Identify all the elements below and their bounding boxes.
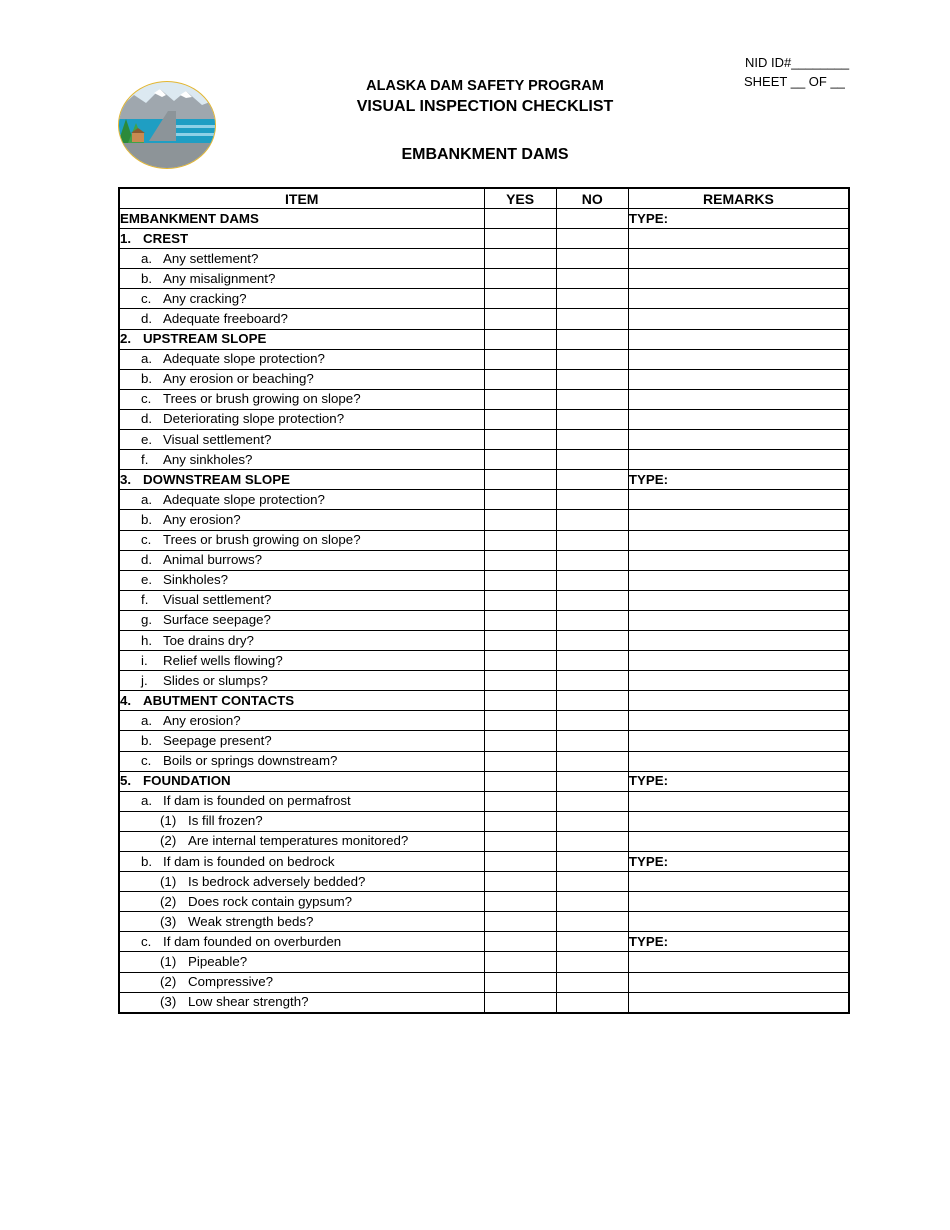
no-checkbox-cell[interactable] bbox=[556, 349, 628, 369]
table-row bbox=[119, 289, 849, 309]
item-question: Compressive? bbox=[188, 974, 273, 990]
item-cell bbox=[119, 309, 484, 329]
table-row bbox=[119, 751, 849, 771]
item-cell bbox=[119, 329, 484, 349]
item-cell bbox=[119, 872, 484, 892]
item-question: Is bedrock adversely bedded? bbox=[188, 873, 366, 889]
remarks-cell[interactable] bbox=[628, 490, 849, 510]
remarks-cell[interactable] bbox=[628, 430, 849, 450]
yes-checkbox-cell[interactable] bbox=[484, 932, 556, 952]
section-title: ABUTMENT CONTACTS bbox=[143, 692, 295, 708]
item-cell bbox=[119, 932, 484, 952]
remarks-cell[interactable] bbox=[628, 369, 849, 389]
item-question: Slides or slumps? bbox=[163, 672, 268, 688]
item-number: a. bbox=[141, 712, 153, 728]
no-checkbox-cell[interactable] bbox=[556, 209, 628, 229]
item-cell bbox=[119, 952, 484, 972]
item-number: (3) bbox=[160, 994, 177, 1010]
sheet-number-field: SHEET __ OF __ bbox=[744, 74, 845, 89]
item-question: Any cracking? bbox=[163, 290, 247, 306]
item-cell bbox=[119, 430, 484, 450]
item-question: Visual settlement? bbox=[163, 431, 272, 447]
no-checkbox-cell[interactable] bbox=[556, 651, 628, 671]
item-number: a. bbox=[141, 793, 153, 809]
section-title: UPSTREAM SLOPE bbox=[143, 331, 267, 347]
yes-checkbox-cell[interactable] bbox=[484, 811, 556, 831]
remarks-cell[interactable] bbox=[628, 610, 849, 630]
nid-id-field: NID ID#________ bbox=[745, 55, 850, 70]
item-number: b. bbox=[141, 732, 153, 748]
table-row bbox=[119, 430, 849, 450]
no-checkbox-cell[interactable] bbox=[556, 912, 628, 932]
item-cell bbox=[119, 731, 484, 751]
remarks-cell[interactable] bbox=[628, 912, 849, 932]
item-number: b. bbox=[141, 371, 153, 387]
remarks-cell[interactable] bbox=[628, 510, 849, 530]
remarks-cell[interactable] bbox=[628, 952, 849, 972]
table-row bbox=[119, 369, 849, 389]
no-checkbox-cell[interactable] bbox=[556, 751, 628, 771]
item-number: (1) bbox=[160, 813, 177, 829]
table-row bbox=[119, 329, 849, 349]
item-number: f. bbox=[141, 592, 149, 608]
item-question: If dam is founded on bedrock bbox=[163, 853, 335, 869]
item-number: d. bbox=[141, 411, 153, 427]
no-checkbox-cell[interactable] bbox=[556, 450, 628, 470]
item-cell bbox=[119, 450, 484, 470]
item-question: Animal burrows? bbox=[163, 552, 263, 568]
table-header-row bbox=[119, 188, 849, 209]
remarks-cell[interactable] bbox=[628, 811, 849, 831]
item-question: Any settlement? bbox=[163, 250, 259, 266]
item-cell bbox=[119, 791, 484, 811]
table-row bbox=[119, 209, 849, 229]
yes-checkbox-cell[interactable] bbox=[484, 490, 556, 510]
yes-checkbox-cell[interactable] bbox=[484, 369, 556, 389]
table-row bbox=[119, 490, 849, 510]
item-number: f. bbox=[141, 451, 149, 467]
item-number: e. bbox=[141, 572, 153, 588]
yes-checkbox-cell[interactable] bbox=[484, 952, 556, 972]
table-row bbox=[119, 590, 849, 610]
item-question: Any erosion? bbox=[163, 511, 241, 527]
table-row bbox=[119, 932, 849, 952]
yes-checkbox-cell[interactable] bbox=[484, 309, 556, 329]
yes-checkbox-cell[interactable] bbox=[484, 852, 556, 872]
no-checkbox-cell[interactable] bbox=[556, 892, 628, 912]
yes-checkbox-cell[interactable] bbox=[484, 209, 556, 229]
item-question: Surface seepage? bbox=[163, 612, 271, 628]
yes-checkbox-cell[interactable] bbox=[484, 550, 556, 570]
no-checkbox-cell[interactable] bbox=[556, 470, 628, 490]
item-cell bbox=[119, 711, 484, 731]
item-number: a. bbox=[141, 250, 153, 266]
item-cell bbox=[119, 651, 484, 671]
table-row bbox=[119, 671, 849, 691]
item-number: e. bbox=[141, 431, 153, 447]
no-checkbox-cell[interactable] bbox=[556, 490, 628, 510]
item-number: (1) bbox=[160, 954, 177, 970]
no-checkbox-cell[interactable] bbox=[556, 952, 628, 972]
remarks-cell[interactable] bbox=[628, 751, 849, 771]
section-title: CREST bbox=[143, 230, 189, 246]
no-checkbox-cell[interactable] bbox=[556, 329, 628, 349]
item-question: Relief wells flowing? bbox=[163, 652, 283, 668]
item-cell bbox=[119, 892, 484, 912]
remarks-cell[interactable] bbox=[628, 329, 849, 349]
no-checkbox-cell[interactable] bbox=[556, 691, 628, 711]
table-row bbox=[119, 952, 849, 972]
remarks-cell[interactable] bbox=[628, 409, 849, 429]
no-checkbox-cell[interactable] bbox=[556, 590, 628, 610]
inspection-table bbox=[118, 187, 850, 1014]
table-row bbox=[119, 570, 849, 590]
item-number: (2) bbox=[160, 893, 177, 909]
table-row bbox=[119, 791, 849, 811]
item-number: (2) bbox=[160, 833, 177, 849]
yes-checkbox-cell[interactable] bbox=[484, 912, 556, 932]
item-cell bbox=[119, 409, 484, 429]
yes-checkbox-cell[interactable] bbox=[484, 671, 556, 691]
column-header-no: NO bbox=[556, 188, 628, 209]
table-row bbox=[119, 229, 849, 249]
table-row bbox=[119, 470, 849, 490]
remarks-cell[interactable] bbox=[628, 731, 849, 751]
item-question: Adequate slope protection? bbox=[163, 491, 325, 507]
yes-checkbox-cell[interactable] bbox=[484, 711, 556, 731]
remarks-cell[interactable] bbox=[628, 892, 849, 912]
remarks-cell[interactable] bbox=[628, 972, 849, 992]
item-number: 4. bbox=[120, 692, 132, 708]
remarks-cell[interactable] bbox=[628, 289, 849, 309]
no-checkbox-cell[interactable] bbox=[556, 510, 628, 530]
item-number: j. bbox=[141, 672, 148, 688]
table-row bbox=[119, 389, 849, 409]
item-cell bbox=[119, 550, 484, 570]
checklist-title: VISUAL INSPECTION CHECKLIST bbox=[356, 98, 614, 115]
remarks-cell[interactable] bbox=[628, 450, 849, 470]
remarks-cell[interactable] bbox=[628, 269, 849, 289]
item-question: Are internal temperatures monitored? bbox=[188, 833, 409, 849]
yes-checkbox-cell[interactable] bbox=[484, 610, 556, 630]
no-checkbox-cell[interactable] bbox=[556, 852, 628, 872]
item-number: c. bbox=[141, 391, 152, 407]
remarks-cell[interactable] bbox=[628, 691, 849, 711]
table-row bbox=[119, 550, 849, 570]
item-question: Low shear strength? bbox=[188, 994, 309, 1010]
yes-checkbox-cell[interactable] bbox=[484, 389, 556, 409]
item-cell bbox=[119, 510, 484, 530]
no-checkbox-cell[interactable] bbox=[556, 671, 628, 691]
no-checkbox-cell[interactable] bbox=[556, 711, 628, 731]
item-number: b. bbox=[141, 853, 153, 869]
item-cell bbox=[119, 972, 484, 992]
no-checkbox-cell[interactable] bbox=[556, 570, 628, 590]
item-question: If dam is founded on permafrost bbox=[163, 793, 351, 809]
no-checkbox-cell[interactable] bbox=[556, 932, 628, 952]
no-checkbox-cell[interactable] bbox=[556, 229, 628, 249]
no-checkbox-cell[interactable] bbox=[556, 992, 628, 1013]
table-row bbox=[119, 630, 849, 650]
no-checkbox-cell[interactable] bbox=[556, 269, 628, 289]
item-cell bbox=[119, 229, 484, 249]
yes-checkbox-cell[interactable] bbox=[484, 450, 556, 470]
table-row bbox=[119, 992, 849, 1013]
remarks-cell[interactable] bbox=[628, 671, 849, 691]
item-question: Any misalignment? bbox=[163, 270, 276, 286]
item-question: Toe drains dry? bbox=[163, 632, 254, 648]
no-checkbox-cell[interactable] bbox=[556, 530, 628, 550]
item-number: a. bbox=[141, 491, 153, 507]
remarks-cell[interactable] bbox=[628, 992, 849, 1013]
table-row bbox=[119, 771, 849, 791]
item-question: Seepage present? bbox=[163, 732, 272, 748]
item-cell bbox=[119, 630, 484, 650]
no-checkbox-cell[interactable] bbox=[556, 409, 628, 429]
program-title: ALASKA DAM SAFETY PROGRAM bbox=[366, 78, 604, 94]
item-number: c. bbox=[141, 290, 152, 306]
yes-checkbox-cell[interactable] bbox=[484, 530, 556, 550]
remarks-cell[interactable]: TYPE: bbox=[628, 209, 849, 229]
remarks-cell[interactable] bbox=[628, 791, 849, 811]
table-row bbox=[119, 912, 849, 932]
item-question: Deteriorating slope protection? bbox=[163, 411, 345, 427]
table-row bbox=[119, 610, 849, 630]
item-question: Does rock contain gypsum? bbox=[188, 893, 353, 909]
column-header-remarks: REMARKS bbox=[628, 188, 849, 209]
remarks-cell[interactable] bbox=[628, 590, 849, 610]
item-cell bbox=[119, 209, 484, 229]
column-header-yes: YES bbox=[484, 188, 556, 209]
item-number: d. bbox=[141, 552, 153, 568]
no-checkbox-cell[interactable] bbox=[556, 369, 628, 389]
item-number: h. bbox=[141, 632, 153, 648]
no-checkbox-cell[interactable] bbox=[556, 811, 628, 831]
item-cell bbox=[119, 470, 484, 490]
remarks-cell[interactable] bbox=[628, 831, 849, 851]
table-row bbox=[119, 872, 849, 892]
item-number: a. bbox=[141, 351, 153, 367]
yes-checkbox-cell[interactable] bbox=[484, 510, 556, 530]
yes-checkbox-cell[interactable] bbox=[484, 590, 556, 610]
table-row bbox=[119, 349, 849, 369]
remarks-cell[interactable] bbox=[628, 550, 849, 570]
remarks-cell[interactable] bbox=[628, 229, 849, 249]
yes-checkbox-cell[interactable] bbox=[484, 349, 556, 369]
item-question: Is fill frozen? bbox=[188, 813, 263, 829]
yes-checkbox-cell[interactable] bbox=[484, 470, 556, 490]
item-number: g. bbox=[141, 612, 153, 628]
remarks-cell[interactable] bbox=[628, 651, 849, 671]
item-cell bbox=[119, 389, 484, 409]
yes-checkbox-cell[interactable] bbox=[484, 731, 556, 751]
table-row bbox=[119, 892, 849, 912]
table-row bbox=[119, 852, 849, 872]
item-question: Sinkholes? bbox=[163, 572, 229, 588]
item-question: If dam founded on overburden bbox=[163, 933, 342, 949]
remarks-cell[interactable] bbox=[628, 249, 849, 269]
column-header-item: ITEM bbox=[119, 188, 484, 209]
item-cell bbox=[119, 912, 484, 932]
yes-checkbox-cell[interactable] bbox=[484, 630, 556, 650]
table-row bbox=[119, 249, 849, 269]
no-checkbox-cell[interactable] bbox=[556, 630, 628, 650]
remarks-cell[interactable] bbox=[628, 872, 849, 892]
item-number: c. bbox=[141, 753, 152, 769]
no-checkbox-cell[interactable] bbox=[556, 831, 628, 851]
item-cell bbox=[119, 369, 484, 389]
item-cell bbox=[119, 852, 484, 872]
table-row bbox=[119, 731, 849, 751]
yes-checkbox-cell[interactable] bbox=[484, 269, 556, 289]
item-cell bbox=[119, 831, 484, 851]
item-question: Trees or brush growing on slope? bbox=[163, 532, 361, 548]
remarks-cell[interactable] bbox=[628, 630, 849, 650]
remarks-cell[interactable]: TYPE: bbox=[628, 771, 849, 791]
section-title: FOUNDATION bbox=[143, 773, 231, 789]
no-checkbox-cell[interactable] bbox=[556, 872, 628, 892]
yes-checkbox-cell[interactable] bbox=[484, 892, 556, 912]
item-cell bbox=[119, 771, 484, 791]
remarks-cell[interactable]: TYPE: bbox=[628, 470, 849, 490]
no-checkbox-cell[interactable] bbox=[556, 389, 628, 409]
item-cell bbox=[119, 610, 484, 630]
dam-type-title: EMBANKMENT DAMS bbox=[401, 146, 569, 163]
yes-checkbox-cell[interactable] bbox=[484, 992, 556, 1013]
item-cell bbox=[119, 992, 484, 1013]
item-number: 3. bbox=[120, 471, 132, 487]
yes-checkbox-cell[interactable] bbox=[484, 409, 556, 429]
table-row bbox=[119, 269, 849, 289]
item-question: Visual settlement? bbox=[163, 592, 272, 608]
item-number: (2) bbox=[160, 974, 177, 990]
item-number: (3) bbox=[160, 913, 177, 929]
yes-checkbox-cell[interactable] bbox=[484, 289, 556, 309]
yes-checkbox-cell[interactable] bbox=[484, 329, 556, 349]
table-row bbox=[119, 409, 849, 429]
item-cell bbox=[119, 811, 484, 831]
no-checkbox-cell[interactable] bbox=[556, 309, 628, 329]
item-number: 5. bbox=[120, 773, 132, 789]
table-row bbox=[119, 831, 849, 851]
table-row bbox=[119, 711, 849, 731]
item-cell bbox=[119, 590, 484, 610]
item-question: Adequate freeboard? bbox=[163, 311, 288, 327]
item-cell bbox=[119, 490, 484, 510]
yes-checkbox-cell[interactable] bbox=[484, 831, 556, 851]
no-checkbox-cell[interactable] bbox=[556, 771, 628, 791]
yes-checkbox-cell[interactable] bbox=[484, 771, 556, 791]
remarks-cell[interactable] bbox=[628, 389, 849, 409]
remarks-cell[interactable]: TYPE: bbox=[628, 932, 849, 952]
no-checkbox-cell[interactable] bbox=[556, 550, 628, 570]
item-cell bbox=[119, 349, 484, 369]
item-cell bbox=[119, 691, 484, 711]
section-title: EMBANKMENT DAMS bbox=[120, 210, 259, 226]
item-question: Boils or springs downstream? bbox=[163, 753, 338, 769]
table-row bbox=[119, 309, 849, 329]
item-number: i. bbox=[141, 652, 148, 668]
remarks-cell[interactable] bbox=[628, 530, 849, 550]
remarks-cell[interactable] bbox=[628, 711, 849, 731]
item-number: c. bbox=[141, 933, 152, 949]
item-number: 1. bbox=[120, 230, 132, 246]
section-title: DOWNSTREAM SLOPE bbox=[143, 471, 291, 487]
table-row bbox=[119, 811, 849, 831]
item-cell bbox=[119, 269, 484, 289]
yes-checkbox-cell[interactable] bbox=[484, 249, 556, 269]
item-question: Any erosion or beaching? bbox=[163, 371, 314, 387]
item-number: 2. bbox=[120, 331, 132, 347]
yes-checkbox-cell[interactable] bbox=[484, 751, 556, 771]
yes-checkbox-cell[interactable] bbox=[484, 570, 556, 590]
yes-checkbox-cell[interactable] bbox=[484, 691, 556, 711]
item-cell bbox=[119, 289, 484, 309]
item-question: Weak strength beds? bbox=[188, 913, 314, 929]
table-row bbox=[119, 691, 849, 711]
no-checkbox-cell[interactable] bbox=[556, 731, 628, 751]
table-row bbox=[119, 510, 849, 530]
remarks-cell[interactable] bbox=[628, 570, 849, 590]
item-question: Trees or brush growing on slope? bbox=[163, 391, 361, 407]
item-question: Adequate slope protection? bbox=[163, 351, 325, 367]
no-checkbox-cell[interactable] bbox=[556, 791, 628, 811]
item-cell bbox=[119, 530, 484, 550]
item-cell bbox=[119, 671, 484, 691]
yes-checkbox-cell[interactable] bbox=[484, 872, 556, 892]
no-checkbox-cell[interactable] bbox=[556, 289, 628, 309]
remarks-cell[interactable]: TYPE: bbox=[628, 852, 849, 872]
table-row bbox=[119, 450, 849, 470]
item-cell bbox=[119, 751, 484, 771]
table-row bbox=[119, 651, 849, 671]
table-row bbox=[119, 972, 849, 992]
remarks-cell[interactable] bbox=[628, 349, 849, 369]
no-checkbox-cell[interactable] bbox=[556, 610, 628, 630]
yes-checkbox-cell[interactable] bbox=[484, 651, 556, 671]
item-question: Any sinkholes? bbox=[163, 451, 253, 467]
item-number: b. bbox=[141, 511, 153, 527]
yes-checkbox-cell[interactable] bbox=[484, 972, 556, 992]
item-number: c. bbox=[141, 532, 152, 548]
remarks-cell[interactable] bbox=[628, 309, 849, 329]
item-question: Any erosion? bbox=[163, 712, 241, 728]
no-checkbox-cell[interactable] bbox=[556, 430, 628, 450]
item-number: d. bbox=[141, 311, 153, 327]
no-checkbox-cell[interactable] bbox=[556, 972, 628, 992]
item-number: b. bbox=[141, 270, 153, 286]
no-checkbox-cell[interactable] bbox=[556, 249, 628, 269]
yes-checkbox-cell[interactable] bbox=[484, 430, 556, 450]
yes-checkbox-cell[interactable] bbox=[484, 791, 556, 811]
table-row bbox=[119, 530, 849, 550]
item-number: (1) bbox=[160, 873, 177, 889]
item-cell bbox=[119, 570, 484, 590]
yes-checkbox-cell[interactable] bbox=[484, 229, 556, 249]
item-cell bbox=[119, 249, 484, 269]
item-question: Pipeable? bbox=[188, 954, 248, 970]
